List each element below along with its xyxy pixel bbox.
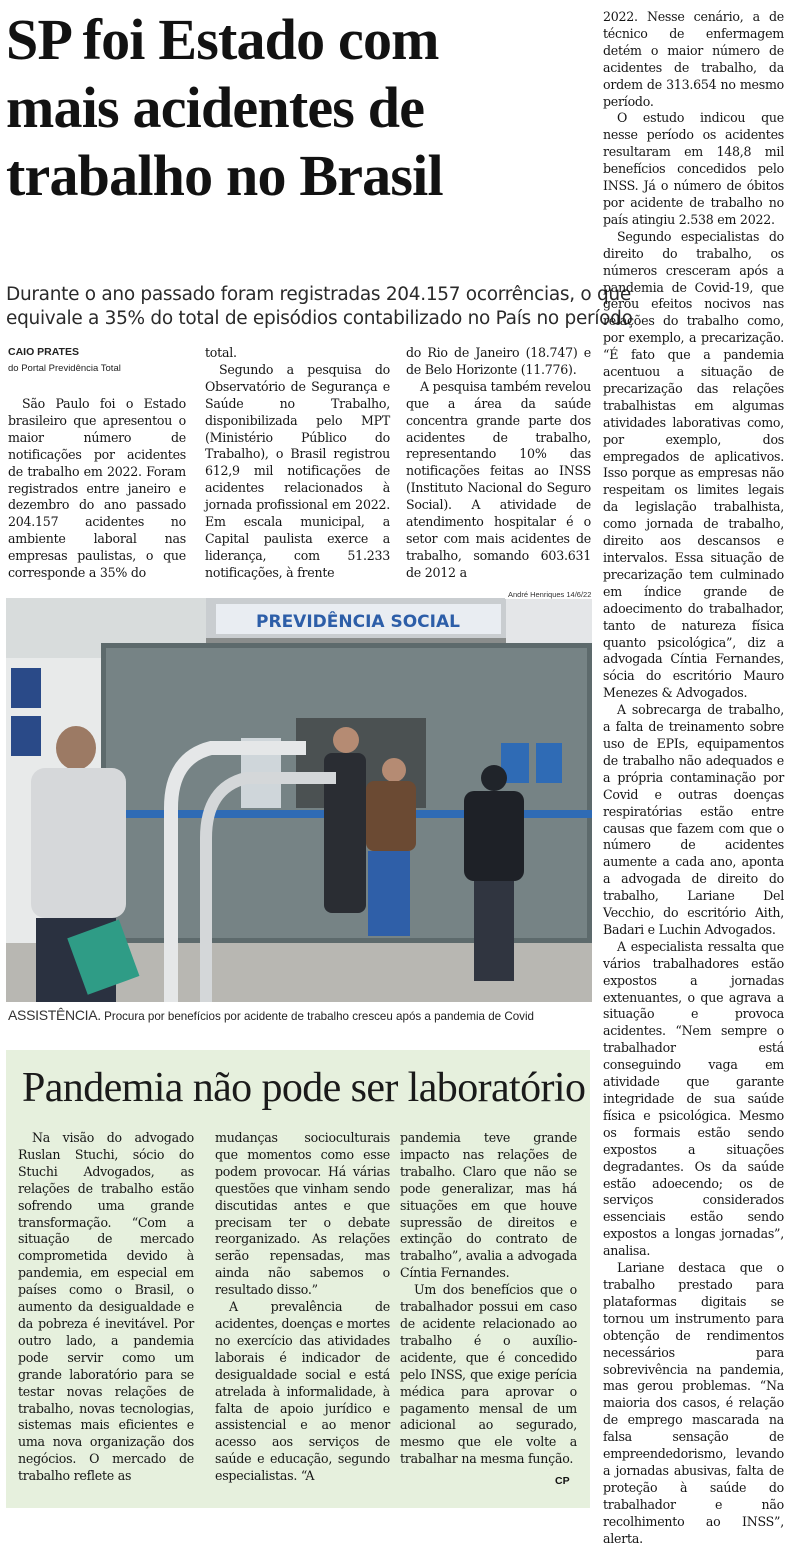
- box-column-2: [215, 1130, 390, 1485]
- subheadline-line-1: Durante o ano passado foram registradas 204.157 ocorrências, o que: [6, 284, 631, 305]
- author-org: do Portal Previdência Total: [8, 363, 121, 374]
- previdencia-sign-text: PREVIDÊNCIA SOCIAL: [256, 612, 460, 632]
- paragraph: A especialista ressalta que vários trabalhadores estão expostos a jornadas extenuantes, o que agrava a situação e provoca acidentes. “Nem sempre o trabalhador está conseguindo vaga em atividade que garante integridade de sua saúde física e psicológica. Mesmo os formais estão sendo expostos a situações degradantes. Os da saúde estão adoecendo; os de serviços considerados essenciais estão sendo expostos a longas jornadas”, analisa.: [603, 938, 784, 1259]
- author-name: CAIO PRATES: [8, 346, 79, 358]
- news-photo: [6, 598, 592, 1002]
- subheadline: [6, 283, 633, 331]
- article-column-3: [406, 345, 591, 582]
- paragraph: São Paulo foi o Estado brasileiro que apresentou o maior número de notificações por acidentes de trabalho em 2022. Foram registrados entre janeiro e dezembro do ano passado 204.157 acidentes no ambiente laboral nas empresas paulistas, o que corresponde a 35% do: [8, 396, 186, 581]
- paragraph: mudanças socioculturais que momentos como esse podem provocar. Há várias questões que vinham sendo discutidas antes e que precisam ter o debate reorganizado. As relações serão repensadas, mas ainda não sabemos o resultado disso.”: [215, 1130, 390, 1298]
- paragraph: Lariane destaca que o trabalho prestado para plataformas digitais se tornou um instrumento para obtenção de rendimentos necessários para sobrevivência na pandemia, mas gerou problemas. “Na maioria dos casos, é relação de emprego mascarada na falsa sensação de empreendedorismo, levando a jornadas abusivas, falta de proteção à saúde do trabalhador e não recolhimento ao INSS”, alerta.: [603, 1260, 784, 1546]
- photo-caption: [8, 1007, 594, 1023]
- article-column-right: [603, 9, 784, 1547]
- caption-lead: ASSISTÊNCIA.: [8, 1007, 101, 1023]
- box-title: Pandemia não pode ser laboratório: [22, 1065, 586, 1111]
- photo-credit: André Henriques 14/6/22: [505, 590, 594, 599]
- paragraph: Um dos benefícios que o trabalhador possui em caso de acidente relacionado ao trabalho é o auxílio-acidente, que é concedido pelo INSS, que exige perícia médica para aprovar o pagamento mensal de um adicional ao segurado, mesmo que ele volte a trabalhar na mesma função.: [400, 1282, 577, 1467]
- office-scene-illustration: [6, 598, 592, 1002]
- paragraph: total.: [205, 345, 237, 360]
- paragraph: A sobrecarga de trabalho, a falta de treinamento sobre uso de EPIs, equipamentos de trabalho não adequados e a própria contaminação por Covid e outras doenças respiratórias estão entre causas que fazem com que o número de acidentes aumente a cada ano, aponta a advogada de direito do trabalho, Lariane Del Vecchio, do escritório Aith, Badari e Luchin Advogados.: [603, 702, 784, 937]
- paragraph: A prevalência de acidentes, doenças e mortes no exercício das atividades laborais é indicador de desigualdade social e está atrelada à informalidade, à falta de apoio jurídico e assistencial e ao menor acesso aos serviços de saúde e educação, segundo especialistas. “A: [215, 1299, 390, 1484]
- article-column-2: [205, 345, 390, 582]
- paragraph: A pesquisa também revelou que a área da saúde concentra grande parte dos acidentes de trabalho, representando 10% das notificações feitas ao INSS (Instituto Nacional do Seguro Social). A atividade de atendimento hospitalar é o setor com mais acidentes de trabalho, somando 603.631 de 2012 a: [406, 378, 591, 580]
- headline-line-1: SP foi Estado com: [6, 7, 439, 72]
- paragraph: do Rio de Janeiro (18.747) e de Belo Horizonte (11.776).: [406, 345, 591, 377]
- headline-line-3: trabalho no Brasil: [6, 143, 443, 208]
- paragraph: pandemia teve grande impacto nas relações de trabalho. Claro que não se pode generalizar, mas há situações em que houve supressão de direitos e extinção do contrato de trabalho”, avalia a advogada Cíntia Fernandes.: [400, 1130, 577, 1281]
- article-column-1: [8, 396, 186, 582]
- paragraph: O estudo indicou que nesse período os acidentes resultaram em 148,8 mil benefícios concedidos pelo INSS. Já o número de óbitos por acidente de trabalho no país atingiu 2.538 em 2022.: [603, 110, 784, 227]
- box-signature: CP: [555, 1475, 570, 1487]
- paragraph: Segundo a pesquisa do Observatório de Segurança e Saúde no Trabalho, disponibilizada pelo MPT (Ministério Público do Trabalho), o Brasil registrou 612,9 mil notificações de acidentes relacionados à jornada profissional em 2022. Em escala municipal, a Capital paulista exerce a liderança, com 51.233 notificações, à frente: [205, 361, 390, 580]
- caption-text: Procura por benefícios por acidente de trabalho cresceu após a pandemia de Covid: [100, 1010, 534, 1023]
- paragraph: Na visão do advogado Ruslan Stuchi, sócio do Stuchi Advogados, as relações de trabalho estão sofrendo uma grande transformação. “Com a situação de mercado comprometida devido à pandemia, em especial em países como o Brasil, o aumento da desigualdade e da pobreza é inevitável. Por outro lado, a pandemia pode servir como um grande laboratório para se testar novas relações de trabalho, novas tecnologias, sistemas mais eficientes e uma nova organização dos negócios. O mercado de trabalho reflete as: [18, 1130, 194, 1484]
- paragraph: 2022. Nesse cenário, a de técnico de enfermagem detém o maior número de acidentes de trabalho, da ordem de 313.654 no mesmo período.: [603, 9, 784, 109]
- box-column-3: [400, 1130, 577, 1468]
- headline-line-2: mais acidentes de: [6, 75, 425, 140]
- paragraph: Segundo especialistas do direito do trabalho, os números cresceram após a pandemia de Covid-19, que gerou efeitos nocivos nas relações do trabalho como, por exemplo, a precarização. “É fato que a pandemia acentuou a situação de precarização das relações trabalhistas em algumas atividades laborativas como, por exemplo, dos empregados de aplicativos. Isso porque as empresas não respeitam os limites legais da legislação trabalhista, como jornada de trabalho, direito aos descansos e intervalos. Essa situação de precarização tem culminado em índice grande de adoecimento do trabalhador, tanto de natureza física quanto psicológica”, diz a advogada Cíntia Fernandes, sócia do escritório Mauro Menezes & Advogados.: [603, 228, 784, 701]
- headline: [6, 6, 594, 210]
- subheadline-line-2: equivale a 35% do total de episódios contabilizado no País no período: [6, 308, 633, 329]
- box-column-1: [18, 1130, 194, 1485]
